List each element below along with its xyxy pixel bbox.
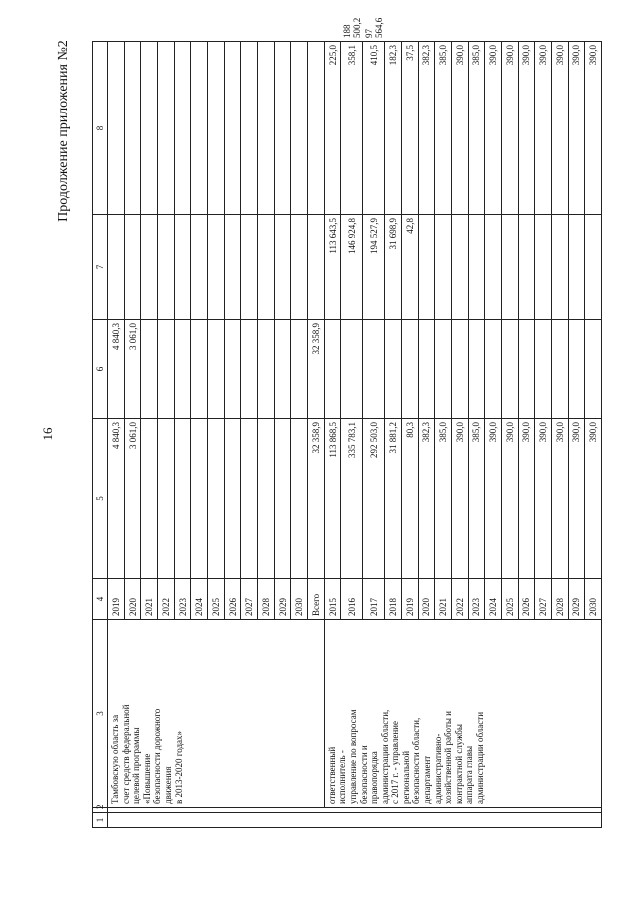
cell-year: 2024 xyxy=(191,579,208,620)
cell-col6 xyxy=(418,215,435,320)
table-rotation-wrapper xyxy=(92,17,602,828)
cell-col7 xyxy=(241,42,258,215)
cell-col5 xyxy=(485,320,502,419)
cell-year: 2020 xyxy=(418,579,435,620)
cell-col5 xyxy=(224,320,241,419)
cell-col6 xyxy=(468,215,485,320)
cell-col4: 80,3 xyxy=(401,419,418,579)
cell-col4: 385,0 xyxy=(468,419,485,579)
cell-col5 xyxy=(435,320,452,419)
cell-col5 xyxy=(174,320,191,419)
cell-col5 xyxy=(468,320,485,419)
cell-col6 xyxy=(108,215,125,320)
cell-col4: 390,0 xyxy=(585,419,602,579)
cell-year: 2026 xyxy=(518,579,535,620)
cell-col4: 335 783,1 xyxy=(341,419,363,579)
header-col-5: 5 xyxy=(93,419,108,579)
cell-col6 xyxy=(485,215,502,320)
cell-col6 xyxy=(208,215,225,320)
cell-col7: 390,0 xyxy=(518,42,535,215)
cell-col6 xyxy=(535,215,552,320)
cell-col7: 390,0 xyxy=(585,42,602,215)
cell-col4 xyxy=(191,419,208,579)
cell-year: 2027 xyxy=(535,579,552,620)
cell-col4: 382,3 xyxy=(418,419,435,579)
cell-col6 xyxy=(451,215,468,320)
cell-col6 xyxy=(518,215,535,320)
cell-col4: 390,0 xyxy=(501,419,518,579)
cell-col5 xyxy=(241,320,258,419)
cell-col4 xyxy=(208,419,225,579)
cell-col6 xyxy=(551,215,568,320)
cell-col6 xyxy=(291,215,308,320)
cell-year: 2027 xyxy=(241,579,258,620)
cell-col5 xyxy=(258,320,275,419)
cell-year: 2028 xyxy=(258,579,275,620)
cell-col5 xyxy=(535,320,552,419)
cell-col4 xyxy=(158,419,175,579)
cell-col7: 382,3 xyxy=(418,42,435,215)
cell-col6 xyxy=(308,215,325,320)
cell-col7: 390,0 xyxy=(535,42,552,215)
cell-col5 xyxy=(551,320,568,419)
cell-col4: 3 061,0 xyxy=(124,419,141,579)
cell-col4: 385,0 xyxy=(435,419,452,579)
cell-col7: 385,0 xyxy=(468,42,485,215)
cell-col7: 390,0 xyxy=(501,42,518,215)
cell-col7: 390,0 xyxy=(568,42,585,215)
cell-col5: 4 840,3 xyxy=(108,320,125,419)
cell-year: 2029 xyxy=(568,579,585,620)
cell-year: 2020 xyxy=(124,579,141,620)
cell-col7 xyxy=(274,42,291,215)
cell-col4: 31 881,2 xyxy=(385,419,402,579)
cell-year: 2029 xyxy=(274,579,291,620)
cell-col7: 410,5 xyxy=(363,42,385,215)
cell-col5 xyxy=(501,320,518,419)
funding-table xyxy=(92,17,602,828)
cell-col7: 225,0 xyxy=(324,42,341,215)
cell-col6 xyxy=(174,215,191,320)
cell-col7 xyxy=(208,42,225,215)
cell-col6 xyxy=(258,215,275,320)
cell-col5 xyxy=(191,320,208,419)
table-row: 2017 292 503,0 194 527,9 410,5 97 564,6 xyxy=(363,42,385,828)
cell-year: Всего xyxy=(308,579,325,620)
cell-col7: 385,0 xyxy=(435,42,452,215)
cell-col5 xyxy=(518,320,535,419)
cell-col4 xyxy=(174,419,191,579)
cell-year: 2026 xyxy=(224,579,241,620)
page-number: 16 xyxy=(40,427,55,441)
cell-col7 xyxy=(258,42,275,215)
header-col-1: 1 xyxy=(93,813,108,828)
group-description: Тамбовскую область за счет средств федеральной целевой программы «Повышение безопасности дорожного движения в 2013-2020 годах» xyxy=(108,620,325,808)
cell-year: 2025 xyxy=(208,579,225,620)
cell-col7 xyxy=(174,42,191,215)
cell-year: 2024 xyxy=(485,579,502,620)
cell-year: 2021 xyxy=(435,579,452,620)
cell-col5 xyxy=(585,320,602,419)
cell-col4 xyxy=(241,419,258,579)
cell-col4 xyxy=(224,419,241,579)
cell-col5 xyxy=(208,320,225,419)
cell-col6: 31 698,9 xyxy=(385,215,402,320)
cell-col2 xyxy=(108,808,602,813)
group-description: ответственный исполнитель - управление по вопросам безопасности и правопорядка администрации области, с 2017 г. - управление региональной безопасности области, департамент административно- хозяйственной работы и контрактной службы аппарата главы администрации области xyxy=(324,620,601,808)
cell-year: 2023 xyxy=(468,579,485,620)
table-body xyxy=(108,17,602,828)
cell-col6 xyxy=(241,215,258,320)
cell-col7: 390,0 xyxy=(551,42,568,215)
cell-col4 xyxy=(291,419,308,579)
cell-year: 2022 xyxy=(158,579,175,620)
cell-col5 xyxy=(385,320,402,419)
cell-col5: 32 358,9 xyxy=(308,320,325,419)
cell-col7 xyxy=(308,42,325,215)
cell-year: 2030 xyxy=(585,579,602,620)
cell-col5 xyxy=(158,320,175,419)
cell-col6 xyxy=(158,215,175,320)
cell-col5 xyxy=(418,320,435,419)
cell-col4: 390,0 xyxy=(451,419,468,579)
cell-col6 xyxy=(568,215,585,320)
cell-col6 xyxy=(124,215,141,320)
table-row xyxy=(108,42,125,828)
cell-col6 xyxy=(224,215,241,320)
cell-col6 xyxy=(435,215,452,320)
header-col-2: 2 xyxy=(93,808,108,813)
cell-col5 xyxy=(141,320,158,419)
cell-col5 xyxy=(324,320,341,419)
cell-col4: 390,0 xyxy=(551,419,568,579)
cell-year: 2017 xyxy=(363,579,385,620)
table-row xyxy=(324,42,341,828)
cell-col7: 358,1 xyxy=(341,42,363,215)
cell-col5 xyxy=(341,320,363,419)
cell-year: 2022 xyxy=(451,579,468,620)
header-row xyxy=(93,42,108,828)
cell-col7 xyxy=(108,42,125,215)
cell-col5 xyxy=(274,320,291,419)
cell-col4 xyxy=(258,419,275,579)
cell-col4: 390,0 xyxy=(568,419,585,579)
cell-col4 xyxy=(141,419,158,579)
cell-col6: 146 924,8 xyxy=(341,215,363,320)
cell-col7: 37,5 xyxy=(401,42,418,215)
cell-col6 xyxy=(501,215,518,320)
header-col-8: 8 xyxy=(93,42,108,215)
header-col-6: 6 xyxy=(93,320,108,419)
cell-year: 2023 xyxy=(174,579,191,620)
cell-col4 xyxy=(274,419,291,579)
cell-year: 2030 xyxy=(291,579,308,620)
cell-col5: 3 061,0 xyxy=(124,320,141,419)
header-col-3: 3 xyxy=(93,620,108,808)
cell-year: 2028 xyxy=(551,579,568,620)
rotated-table-frame xyxy=(92,17,602,828)
table-row: 2016 335 783,1 146 924,8 358,1 188 500,2 xyxy=(341,42,363,828)
cell-col6 xyxy=(274,215,291,320)
cell-year: 2019 xyxy=(108,579,125,620)
cell-col6: 194 527,9 xyxy=(363,215,385,320)
cell-col7 xyxy=(191,42,208,215)
cell-col7 xyxy=(124,42,141,215)
cell-col6 xyxy=(141,215,158,320)
cell-col4: 32 358,9 xyxy=(308,419,325,579)
cell-col4: 292 503,0 xyxy=(363,419,385,579)
cell-year: 2016 xyxy=(341,579,363,620)
cell-col4: 390,0 xyxy=(518,419,535,579)
cell-col5 xyxy=(363,320,385,419)
sheet-title: Продолжение приложения №2 xyxy=(56,40,71,222)
cell-col4: 113 868,5 xyxy=(324,419,341,579)
cell-col1 xyxy=(108,813,602,828)
cell-year: 2021 xyxy=(141,579,158,620)
cell-year: 2018 xyxy=(385,579,402,620)
cell-col7 xyxy=(224,42,241,215)
cell-col6 xyxy=(585,215,602,320)
cell-col7: 390,0 xyxy=(451,42,468,215)
cell-col5 xyxy=(568,320,585,419)
cell-col7: 182,3 xyxy=(385,42,402,215)
cell-year: 2025 xyxy=(501,579,518,620)
cell-year: 2015 xyxy=(324,579,341,620)
cell-col7: 390,0 xyxy=(485,42,502,215)
cell-year: 2019 xyxy=(401,579,418,620)
cell-col7 xyxy=(141,42,158,215)
cell-col4: 4 840,3 xyxy=(108,419,125,579)
cell-col4: 390,0 xyxy=(535,419,552,579)
cell-col6: 113 643,5 xyxy=(324,215,341,320)
header-col-4: 4 xyxy=(93,579,108,620)
cell-col6: 42,8 xyxy=(401,215,418,320)
cell-col5 xyxy=(451,320,468,419)
cell-col6 xyxy=(191,215,208,320)
header-col-7: 7 xyxy=(93,215,108,320)
cell-col4: 390,0 xyxy=(485,419,502,579)
cell-col7 xyxy=(291,42,308,215)
cell-col5 xyxy=(291,320,308,419)
cell-col5 xyxy=(401,320,418,419)
cell-col7 xyxy=(158,42,175,215)
